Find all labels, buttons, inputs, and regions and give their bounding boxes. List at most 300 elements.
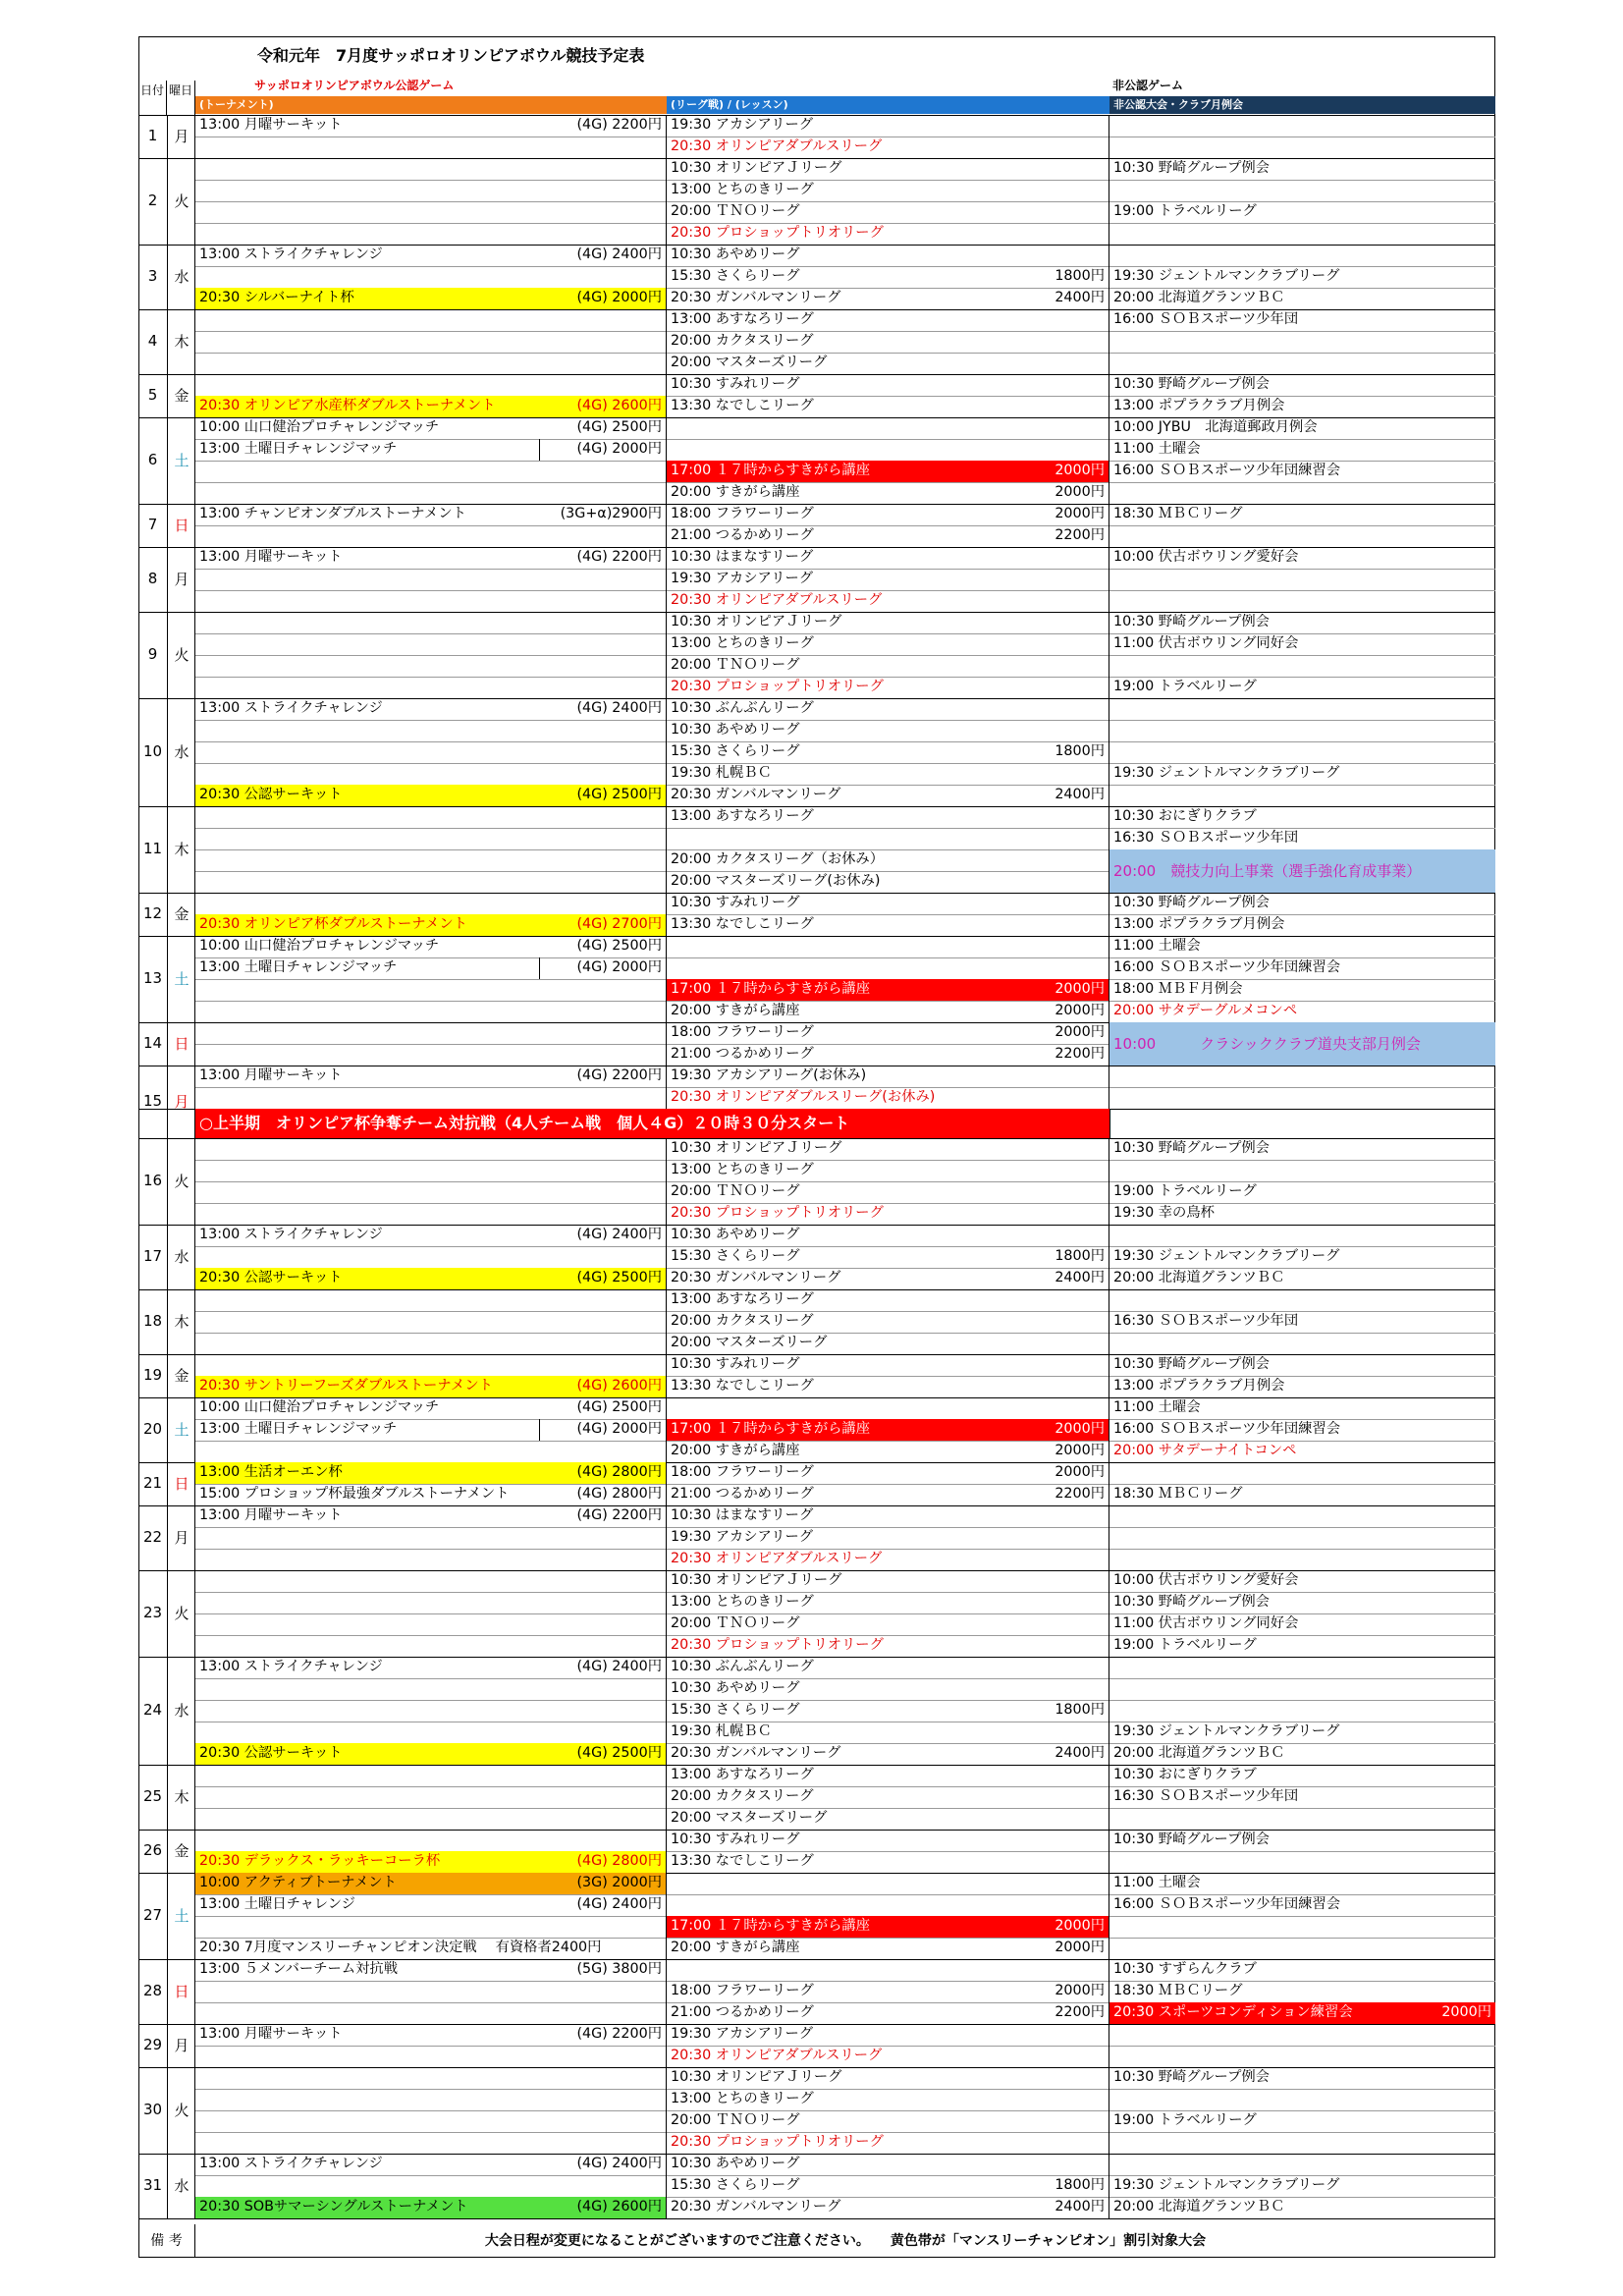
tournament-cell — [195, 223, 667, 245]
day-number: 20 — [142, 1420, 163, 1438]
day-cell — [138, 806, 195, 893]
league-cell — [667, 137, 1109, 158]
event-name: 10:00 山口健治プロチャレンジマッチ — [199, 419, 440, 435]
event-name: 19:30 アカシアリーグ — [671, 1529, 814, 1545]
schedule-row — [138, 1722, 1495, 1743]
unofficial-cell — [1109, 1722, 1495, 1743]
unofficial-cell — [1109, 1894, 1495, 1916]
event-name: 15:30 さくらリーグ — [671, 1702, 800, 1718]
event-fee: 2200円 — [1055, 2004, 1105, 2020]
league-cell — [667, 1743, 1109, 1765]
schedule-row — [138, 1160, 1495, 1181]
weekday: 月 — [167, 1066, 195, 1138]
unofficial-cell — [1109, 914, 1495, 936]
event-name: 10:30 野崎グループ例会 — [1113, 1140, 1270, 1156]
day-cell — [138, 1505, 195, 1570]
unofficial-cell — [1109, 115, 1495, 137]
tournament-cell — [195, 245, 667, 266]
tournament-cell — [195, 1246, 667, 1268]
tournament-cell — [195, 1959, 667, 1981]
unofficial-cell — [1109, 482, 1495, 504]
schedule-row — [138, 1311, 1495, 1333]
event-name: 13:00 ストライクチャレンジ — [199, 1227, 383, 1242]
cell-divider — [539, 1419, 540, 1441]
weekday: 水 — [167, 2154, 195, 2218]
event-fee: 1800円 — [1055, 743, 1105, 759]
footer — [138, 2224, 1495, 2258]
event-name: 20:30 ガンバルマンリーグ — [671, 290, 841, 305]
event-name: 19:00 トラベルリーグ — [1113, 2112, 1257, 2128]
weekday: 金 — [167, 374, 195, 417]
tournament-cell — [195, 201, 667, 223]
day-cell — [138, 115, 195, 158]
tournament-cell — [195, 936, 667, 957]
event-name: 10:30 野崎グループ例会 — [1113, 614, 1270, 629]
unofficial-cell — [1109, 2046, 1495, 2067]
league-cell — [667, 158, 1109, 180]
tournament-cell — [195, 2132, 667, 2154]
league-cell — [667, 1022, 1109, 1044]
event-name: 19:30 ジェントルマンクラブリーグ — [1113, 2177, 1340, 2193]
event-fee: 2000円 — [1055, 1940, 1105, 1955]
event-name: 13:00 土曜日チャレンジマッチ — [199, 1421, 398, 1437]
unofficial-cell — [1109, 698, 1495, 720]
unofficial-cell — [1109, 1160, 1495, 1181]
weekday: 木 — [167, 1765, 195, 1830]
event-name: 10:30 あやめリーグ — [671, 1680, 800, 1696]
empty-cell — [1109, 1109, 1495, 1138]
event-name: 20:30 SOBサマーシングルストーナメント — [199, 2199, 468, 2214]
league-cell — [667, 763, 1109, 785]
weekday: 火 — [167, 158, 195, 245]
event-name: 13:00 ストライクチャレンジ — [199, 2156, 383, 2171]
league-cell — [667, 1981, 1109, 2002]
schedule-row — [138, 2024, 1495, 2046]
event-name: 20:30 公認サーキット — [199, 1270, 343, 1285]
event-name: 13:00 月曜サーキット — [199, 117, 343, 133]
unofficial-cell — [1109, 1246, 1495, 1268]
schedule-row — [138, 677, 1495, 698]
event-name: 17:00 １７時からすきがら講座 — [671, 1918, 871, 1934]
unofficial-cell — [1109, 288, 1495, 309]
header-day: 日付 — [138, 81, 167, 116]
unofficial-cell — [1109, 374, 1495, 396]
tournament-cell — [195, 2110, 667, 2132]
unofficial-cell — [1109, 1549, 1495, 1570]
tournament-cell — [195, 1505, 667, 1527]
tournament-cell — [195, 1570, 667, 1592]
day-cell — [138, 2024, 195, 2067]
event-name: 10:30 野崎グループ例会 — [1113, 160, 1270, 176]
schedule-row — [138, 1743, 1495, 1765]
event-name: 16:00 ＳＯＢスポーツ少年団練習会 — [1113, 1421, 1341, 1437]
event-name: 20:30 公認サーキット — [199, 787, 343, 802]
schedule-row — [138, 309, 1495, 331]
schedule-row — [138, 1873, 1495, 1894]
unofficial-cell — [1109, 1851, 1495, 1873]
event-fee: 1800円 — [1055, 268, 1105, 284]
tournament-cell — [195, 1743, 667, 1765]
league-cell — [667, 201, 1109, 223]
unofficial-cell — [1109, 461, 1495, 482]
schedule-row — [138, 806, 1495, 828]
weekday: 土 — [167, 417, 195, 504]
tournament-cell — [195, 1549, 667, 1570]
league-cell — [667, 2154, 1109, 2175]
unofficial-cell — [1109, 245, 1495, 266]
league-cell — [667, 1657, 1109, 1678]
schedule-row — [138, 201, 1495, 223]
league-cell — [667, 1441, 1109, 1462]
event-name: 20:00 ＴＮＯリーグ — [671, 2112, 800, 2128]
event-fee: 2200円 — [1055, 527, 1105, 543]
tournament-cell — [195, 2002, 667, 2024]
event-name: 16:30 ＳＯＢスポーツ少年団 — [1113, 1788, 1299, 1804]
day-number: 1 — [147, 127, 158, 144]
schedule-row — [138, 266, 1495, 288]
day-number: 25 — [142, 1787, 163, 1805]
header-league: (リーグ戦) / (レッスン) — [667, 96, 1109, 114]
tournament-cell — [195, 1268, 667, 1289]
tournament-cell — [195, 1830, 667, 1851]
tournament-cell — [195, 309, 667, 331]
event-name: 20:00 カクタスリーグ — [671, 1788, 814, 1804]
weekday: 火 — [167, 1138, 195, 1225]
day-number: 12 — [142, 904, 163, 922]
unofficial-cell — [1109, 2089, 1495, 2110]
event-fee: (4G) 2000円 — [576, 1421, 662, 1437]
schedule-row — [138, 1830, 1495, 1851]
event-name: 13:00 とちのきリーグ — [671, 635, 814, 651]
schedule-row — [138, 1462, 1495, 1484]
day-number: 10 — [142, 742, 163, 760]
league-cell — [667, 1873, 1109, 1894]
tournament-cell — [195, 677, 667, 698]
grid-bottom-line — [138, 2218, 1495, 2219]
event-name: 20:00 ＴＮＯリーグ — [671, 1183, 800, 1199]
tournament-cell — [195, 266, 667, 288]
event-name: 11:00 土曜会 — [1113, 938, 1201, 954]
event-fee: 2000円 — [1055, 484, 1105, 500]
schedule-row — [138, 482, 1495, 504]
tournament-cell — [195, 1592, 667, 1613]
event-fee: (4G) 2500円 — [576, 787, 662, 802]
day-number: 7 — [147, 516, 158, 533]
league-cell — [667, 1289, 1109, 1311]
unofficial-cell — [1109, 331, 1495, 353]
unofficial-cell — [1109, 1981, 1495, 2002]
tournament-cell — [195, 720, 667, 741]
league-cell — [667, 115, 1109, 137]
tournament-cell — [195, 590, 667, 612]
league-cell — [667, 525, 1109, 547]
unofficial-cell — [1109, 2067, 1495, 2089]
unofficial-cell — [1109, 223, 1495, 245]
event-name: 13:00 チャンピオンダブルストーナメント — [199, 506, 466, 521]
unofficial-cell — [1109, 720, 1495, 741]
unofficial-cell — [1109, 1441, 1495, 1462]
event-fee: (4G) 2200円 — [576, 549, 662, 565]
schedule-row — [138, 417, 1495, 439]
schedule-row — [138, 1181, 1495, 1203]
event-name: 10:30 ぶんぶんリーグ — [671, 1659, 814, 1674]
event-name: 15:00 プロショップ杯最強ダブルストーナメント — [199, 1486, 510, 1502]
event-name: 10:30 はまなすリーグ — [671, 549, 814, 565]
schedule-row — [138, 374, 1495, 396]
day-cell — [138, 1397, 195, 1462]
event-name: 20:30 プロショップトリオリーグ — [671, 679, 884, 694]
event-fee: 2200円 — [1055, 1486, 1105, 1502]
event-name: 10:30 ぶんぶんリーグ — [671, 700, 814, 716]
schedule-row — [138, 936, 1495, 957]
event-name: 20:00 マスターズリーグ — [671, 1335, 828, 1350]
event-name: 10:00 JYBU 北海道郵政月例会 — [1113, 419, 1318, 435]
tournament-cell — [195, 1138, 667, 1160]
day-number: 23 — [142, 1604, 163, 1621]
event-name: 10:30 おにぎりクラブ — [1113, 1767, 1257, 1782]
league-cell — [667, 1916, 1109, 1938]
league-cell — [667, 288, 1109, 309]
league-cell — [667, 957, 1109, 979]
event-name: 18:30 ＭＢＣリーグ — [1113, 1983, 1243, 1998]
tournament-cell — [195, 2067, 667, 2089]
weekday: 水 — [167, 245, 195, 309]
day-number: 28 — [142, 1982, 163, 1999]
schedule-row — [138, 1419, 1495, 1441]
league-cell — [667, 309, 1109, 331]
day-cell — [138, 936, 195, 1022]
tournament-cell — [195, 1311, 667, 1333]
event-name: 20:00 競技力向上事業（選手強化育成事業） — [1113, 862, 1422, 880]
day-cell — [138, 1873, 195, 1959]
event-name: 15:30 さくらリーグ — [671, 2177, 800, 2193]
tournament-cell — [195, 1001, 667, 1022]
event-fee: (4G) 2400円 — [576, 246, 662, 262]
tournament-cell — [195, 137, 667, 158]
unofficial-cell — [1109, 266, 1495, 288]
event-name: 10:30 あやめリーグ — [671, 2156, 800, 2171]
event-name: 20:00 ＴＮＯリーグ — [671, 203, 800, 219]
league-cell — [667, 569, 1109, 590]
tournament-cell — [195, 1851, 667, 1873]
event-name: 10:30 すみれリーグ — [671, 376, 800, 392]
league-cell — [667, 1549, 1109, 1570]
schedule-row — [138, 1916, 1495, 1938]
schedule-row — [138, 1268, 1495, 1289]
event-name: 18:30 ＭＢＣリーグ — [1113, 506, 1243, 521]
schedule-row — [138, 1225, 1495, 1246]
event-name: 13:00 ストライクチャレンジ — [199, 246, 383, 262]
tournament-cell — [195, 1916, 667, 1938]
day-cell — [138, 245, 195, 309]
unofficial-cell — [1109, 1527, 1495, 1549]
league-cell — [667, 417, 1109, 439]
league-cell — [667, 1419, 1109, 1441]
event-fee: (4G) 2700円 — [576, 916, 662, 932]
event-name: 20:00 マスターズリーグ — [671, 1810, 828, 1826]
day-cell — [138, 1830, 195, 1873]
schedule-row — [138, 1289, 1495, 1311]
unofficial-cell — [1109, 1484, 1495, 1505]
weekday: 水 — [167, 698, 195, 806]
schedule-row — [138, 1657, 1495, 1678]
event-name: 19:30 ジェントルマンクラブリーグ — [1113, 765, 1340, 781]
tournament-cell — [195, 893, 667, 914]
event-name: 10:30 すみれリーグ — [671, 1831, 800, 1847]
unofficial-cell — [1109, 1916, 1495, 1938]
event-name: 20:30 オリンピアダブルスリーグ — [671, 2048, 883, 2063]
event-name: 19:00 トラベルリーグ — [1113, 1183, 1257, 1199]
event-name: 10:30 すみれリーグ — [671, 1356, 800, 1372]
tournament-cell — [195, 1462, 667, 1484]
event-name: 18:00 フラワーリーグ — [671, 1464, 814, 1480]
day-cell — [138, 612, 195, 698]
unofficial-cell — [1109, 1505, 1495, 1527]
unofficial-cell — [1109, 180, 1495, 201]
event-name: 21:00 つるかめリーグ — [671, 1046, 814, 1062]
tournament-cell — [195, 439, 667, 461]
schedule-row — [138, 1441, 1495, 1462]
event-fee: 2000円 — [1055, 506, 1105, 521]
unofficial-cell — [1109, 655, 1495, 677]
league-cell — [667, 1722, 1109, 1743]
event-name: 21:00 つるかめリーグ — [671, 527, 814, 543]
event-name: 11:00 土曜会 — [1113, 441, 1201, 457]
schedule-row — [138, 1333, 1495, 1354]
league-cell — [667, 1138, 1109, 1160]
league-cell — [667, 1570, 1109, 1592]
league-cell — [667, 1938, 1109, 1959]
unofficial-cell — [1109, 1022, 1495, 1066]
league-cell — [667, 1635, 1109, 1657]
tournament-cell — [195, 1087, 667, 1109]
event-name: 20:00 すきがら講座 — [671, 1940, 800, 1955]
schedule-row — [138, 115, 1495, 137]
event-fee: (4G) 2600円 — [576, 398, 662, 413]
day-number: 11 — [142, 840, 163, 857]
tournament-cell — [195, 1678, 667, 1700]
league-cell — [667, 612, 1109, 633]
league-cell — [667, 1765, 1109, 1786]
schedule-row — [138, 698, 1495, 720]
schedule-row — [138, 957, 1495, 979]
tournament-cell — [195, 1635, 667, 1657]
event-name: 10:30 オリンピアＪリーグ — [671, 2069, 842, 2085]
tournament-cell — [195, 957, 667, 979]
event-name: 10:30 野崎グループ例会 — [1113, 376, 1270, 392]
event-name: 20:00 カクタスリーグ（お休み） — [671, 851, 885, 867]
day-number: 31 — [142, 2176, 163, 2194]
tournament-cell — [195, 525, 667, 547]
league-cell — [667, 2024, 1109, 2046]
day-cell — [138, 1022, 195, 1066]
schedule-row — [138, 504, 1495, 525]
schedule-row — [138, 763, 1495, 785]
event-name: 19:00 トラベルリーグ — [1113, 203, 1257, 219]
event-name: 10:00 アクティブトーナメント — [199, 1875, 397, 1890]
header-official-group: サッポロオリンピアボウル公認ゲーム — [254, 79, 455, 92]
event-name: 20:00 北海道グランツＢＣ — [1113, 290, 1285, 305]
league-cell — [667, 1246, 1109, 1268]
day-number: 17 — [142, 1247, 163, 1265]
unofficial-cell — [1109, 525, 1495, 547]
schedule-row — [138, 633, 1495, 655]
day-number: 30 — [142, 2101, 163, 2118]
league-cell — [667, 482, 1109, 504]
tournament-cell — [195, 1894, 667, 1916]
league-cell — [667, 1592, 1109, 1613]
tournament-cell — [195, 785, 667, 806]
schedule-row — [138, 1570, 1495, 1592]
tournament-cell — [195, 2024, 667, 2046]
weekday: 土 — [167, 1397, 195, 1462]
unofficial-cell — [1109, 1635, 1495, 1657]
event-name: 20:30 ガンバルマンリーグ — [671, 1745, 841, 1761]
event-name: 13:00 土曜日チャレンジマッチ — [199, 441, 398, 457]
event-fee: (4G) 2600円 — [576, 1378, 662, 1394]
day-cell — [138, 504, 195, 547]
event-name: 10:30 あやめリーグ — [671, 246, 800, 262]
event-name: 13:00 ５メンバーチーム対抗戦 — [199, 1961, 399, 1977]
event-name: 20:00 すきがら講座 — [671, 1003, 800, 1018]
event-fee: (3G) 2000円 — [576, 1875, 662, 1890]
event-name: 20:00 カクタスリーグ — [671, 333, 814, 349]
unofficial-cell — [1109, 1613, 1495, 1635]
event-fee: (5G) 3800円 — [576, 1961, 662, 1977]
event-fee: (4G) 2400円 — [576, 700, 662, 716]
event-name: 20:30 サントリーフーズダブルストーナメント — [199, 1378, 493, 1394]
schedule-row — [138, 439, 1495, 461]
weekday: 月 — [167, 115, 195, 158]
unofficial-cell — [1109, 741, 1495, 763]
tournament-cell — [195, 1786, 667, 1808]
unofficial-cell — [1109, 201, 1495, 223]
day-number: 9 — [147, 645, 158, 663]
event-name: 11:00 伏古ボウリング同好会 — [1113, 635, 1299, 651]
unofficial-cell — [1109, 158, 1495, 180]
day-cell — [138, 1138, 195, 1225]
day-number: 29 — [142, 2036, 163, 2053]
unofficial-cell — [1109, 979, 1495, 1001]
unofficial-cell — [1109, 1657, 1495, 1678]
schedule-row — [138, 396, 1495, 417]
event-name: 20:00 マスターズリーグ(お休み) — [671, 873, 881, 889]
tournament-cell — [195, 1873, 667, 1894]
unofficial-cell — [1109, 1087, 1495, 1109]
schedule-row — [138, 979, 1495, 1001]
unofficial-cell — [1109, 1462, 1495, 1484]
event-name: 10:30 すみれリーグ — [671, 895, 800, 910]
schedule-row — [138, 655, 1495, 677]
schedule-row — [138, 1087, 1495, 1109]
tournament-cell — [195, 2046, 667, 2067]
tournament-cell — [195, 871, 667, 893]
tournament-cell — [195, 2089, 667, 2110]
cell-divider — [539, 439, 540, 461]
league-cell — [667, 1311, 1109, 1333]
league-cell — [667, 633, 1109, 655]
event-name: 13:30 なでしこリーグ — [671, 1853, 814, 1869]
event-name: 20:00 サタデーグルメコンペ — [1113, 1003, 1298, 1018]
event-name: 20:00 すきがら講座 — [671, 1443, 800, 1458]
event-fee: (4G) 2500円 — [576, 1745, 662, 1761]
unofficial-cell — [1109, 1138, 1495, 1160]
event-name: 10:30 オリンピアＪリーグ — [671, 1140, 842, 1156]
day-cell — [138, 374, 195, 417]
unofficial-cell — [1109, 1570, 1495, 1592]
event-name: 13:00 土曜日チャレンジ — [199, 1896, 355, 1912]
event-fee: 2400円 — [1055, 1270, 1105, 1285]
